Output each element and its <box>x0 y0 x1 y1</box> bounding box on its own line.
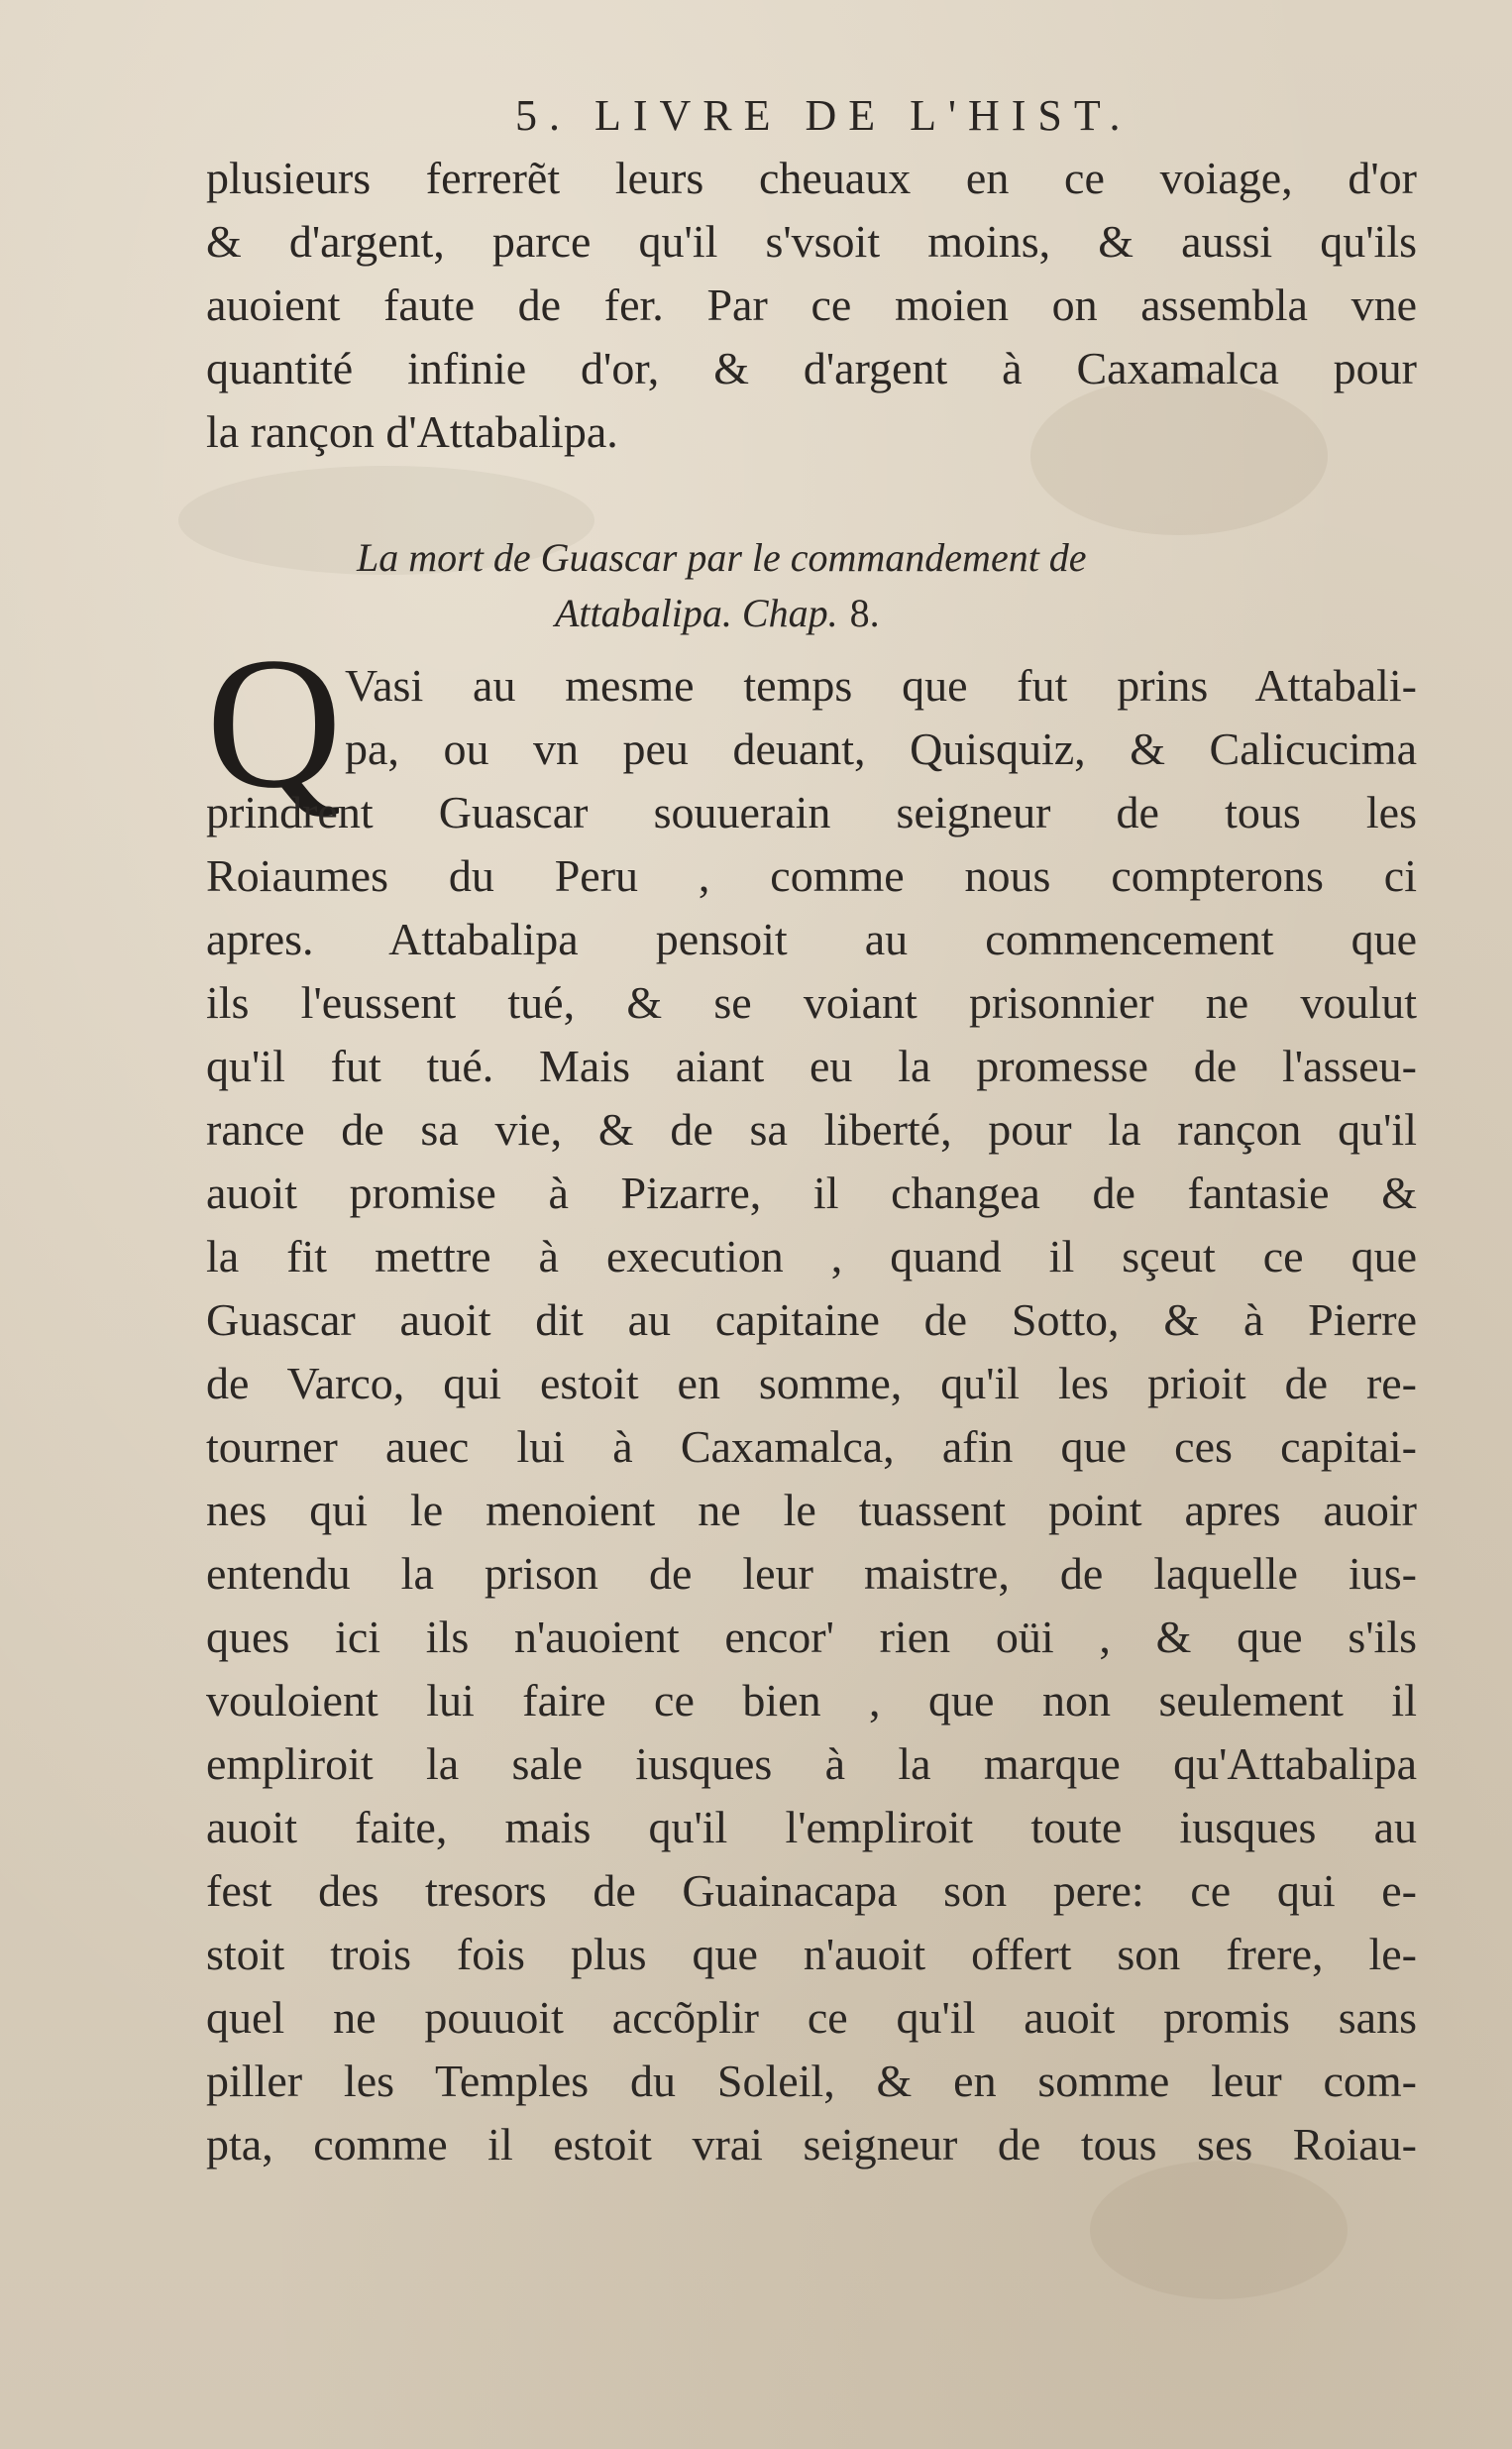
text-line: tourner auec lui à Caxamalca, afin que ces capitai- <box>206 1421 1417 1472</box>
text-line: Guascar auoit dit au capitaine de Sotto, & à Pierre <box>206 1294 1417 1345</box>
text-line: ils l'eussent tué, & se voiant prisonnier ne voulut <box>206 977 1417 1028</box>
paragraph-2 <box>206 654 1417 2176</box>
text-line: de Varco, qui estoit en somme, qu'il les prioit de re- <box>206 1358 1417 1408</box>
chapter-title-line-1: La mort de Guascar par le commandement de <box>357 535 1087 580</box>
text-line: plusieurs ferrerẽt leurs cheuaux en ce voiage, d'or <box>206 153 1417 203</box>
text-line: Vasi au mesme temps que fut prins Attabali- <box>345 660 1417 711</box>
paper-stain <box>1090 2161 1348 2299</box>
drop-cap-initial: Q <box>206 619 343 828</box>
text-line: stoit trois fois plus que n'auoit offert son frere, le- <box>206 1929 1417 1979</box>
text-line: piller les Temples du Soleil, & en somme leur com- <box>206 2056 1417 2106</box>
text-line: nes qui le menoient ne le tuassent point apres auoir <box>206 1485 1417 1535</box>
text-line: pa, ou vn peu deuant, Quisquiz, & Calicucima <box>345 724 1417 774</box>
text-line: pta, comme il estoit vrai seigneur de tous ses Roiau- <box>206 2119 1417 2170</box>
text-line: Roiaumes du Peru , comme nous compterons ci <box>206 850 1417 901</box>
chapter-number: 8. <box>849 591 880 635</box>
text-line: apres. Attabalipa pensoit au commencement que <box>206 914 1417 964</box>
text-line: entendu la prison de leur maistre, de laquelle ius- <box>206 1548 1417 1599</box>
text-line: rance de sa vie, & de sa liberté, pour la rançon qu'il <box>206 1104 1417 1155</box>
text-line: empliroit la sale iusques à la marque qu'Attabalipa <box>206 1738 1417 1789</box>
paragraph-1 <box>206 147 1417 464</box>
text-line: ques ici ils n'auoient encor' rien oüi , & que s'ils <box>206 1612 1417 1662</box>
text-line: auoit promise à Pizarre, il changea de fantasie & <box>206 1168 1417 1218</box>
text-line: quel ne pouuoit accõplir ce qu'il auoit promis sans <box>206 1992 1417 2043</box>
text-line: auoit faite, mais qu'il l'empliroit toute iusques au <box>206 1802 1417 1852</box>
running-head: 5. LIVRE DE L'HIST. <box>515 91 1133 140</box>
chapter-title-text: Attabalipa. Chap. <box>555 591 838 635</box>
text-line: fest des tresors de Guainacapa son pere: ce qui e- <box>206 1865 1417 1916</box>
text-line: qu'il fut tué. Mais aiant eu la promesse de l'asseu- <box>206 1041 1417 1091</box>
text-line: auoient faute de fer. Par ce moien on assembla vne <box>206 279 1417 330</box>
text-line: & d'argent, parce qu'il s'vsoit moins, & aussi qu'ils <box>206 216 1417 267</box>
chapter-title-line-2 <box>357 586 1298 641</box>
chapter-heading <box>357 530 1298 641</box>
text-line: quantité infinie d'or, & d'argent à Caxamalca pour <box>206 343 1417 393</box>
text-line: la fit mettre à execution , quand il sçeut ce que <box>206 1231 1417 1281</box>
text-line: vouloient lui faire ce bien , que non seulement il <box>206 1675 1417 1725</box>
text-line: la rançon d'Attabalipa. <box>206 406 618 457</box>
text-line: prindrent Guascar souuerain seigneur de tous les <box>206 787 1417 837</box>
